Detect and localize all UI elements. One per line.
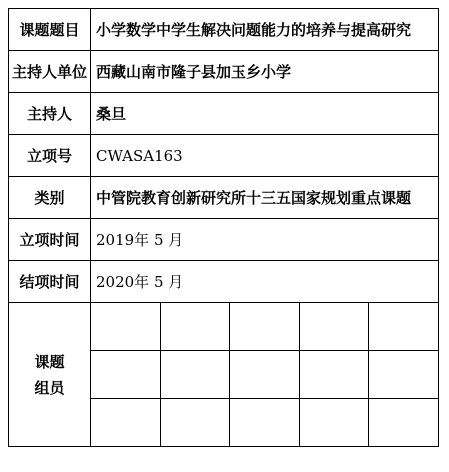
category-label: 类别 — [9, 177, 91, 219]
project-title-label: 课题题目 — [9, 9, 91, 51]
member-cell — [299, 351, 369, 399]
project-number-value: CWASA163 — [91, 135, 439, 177]
member-cell — [91, 303, 161, 351]
member-cell — [299, 399, 369, 447]
category-value: 中管院教育创新研究所十三五国家规划重点课题 — [91, 177, 439, 219]
host-label: 主持人 — [9, 93, 91, 135]
project-title-value: 小学数学中学生解决问题能力的培养与提高研究 — [91, 9, 439, 51]
completion-date-label: 结项时间 — [9, 261, 91, 303]
member-cell — [91, 399, 161, 447]
row-project-title — [9, 9, 439, 51]
host-unit-label: 主持人单位 — [9, 51, 91, 93]
member-cell — [91, 351, 161, 399]
member-cell — [160, 351, 230, 399]
project-info-table — [8, 8, 439, 447]
host-value: 桑旦 — [91, 93, 439, 135]
member-cell — [369, 303, 439, 351]
project-number-label: 立项号 — [9, 135, 91, 177]
members-label-line1: 课题 — [34, 352, 65, 371]
member-cell — [369, 351, 439, 399]
member-cell — [230, 399, 300, 447]
member-cell — [299, 303, 369, 351]
member-cell — [230, 303, 300, 351]
completion-date-value: 2020年 5 月 — [91, 261, 439, 303]
row-completion-date — [9, 261, 439, 303]
member-cell — [369, 399, 439, 447]
row-category — [9, 177, 439, 219]
members-label-line2: 组员 — [34, 378, 65, 397]
host-unit-value: 西藏山南市隆子县加玉乡小学 — [91, 51, 439, 93]
approval-date-value: 2019年 5 月 — [91, 219, 439, 261]
members-label — [9, 303, 91, 447]
row-approval-date — [9, 219, 439, 261]
row-host — [9, 93, 439, 135]
row-project-number — [9, 135, 439, 177]
members-row-1 — [9, 303, 439, 351]
member-cell — [160, 399, 230, 447]
member-cell — [230, 351, 300, 399]
row-host-unit — [9, 51, 439, 93]
member-cell — [160, 303, 230, 351]
approval-date-label: 立项时间 — [9, 219, 91, 261]
